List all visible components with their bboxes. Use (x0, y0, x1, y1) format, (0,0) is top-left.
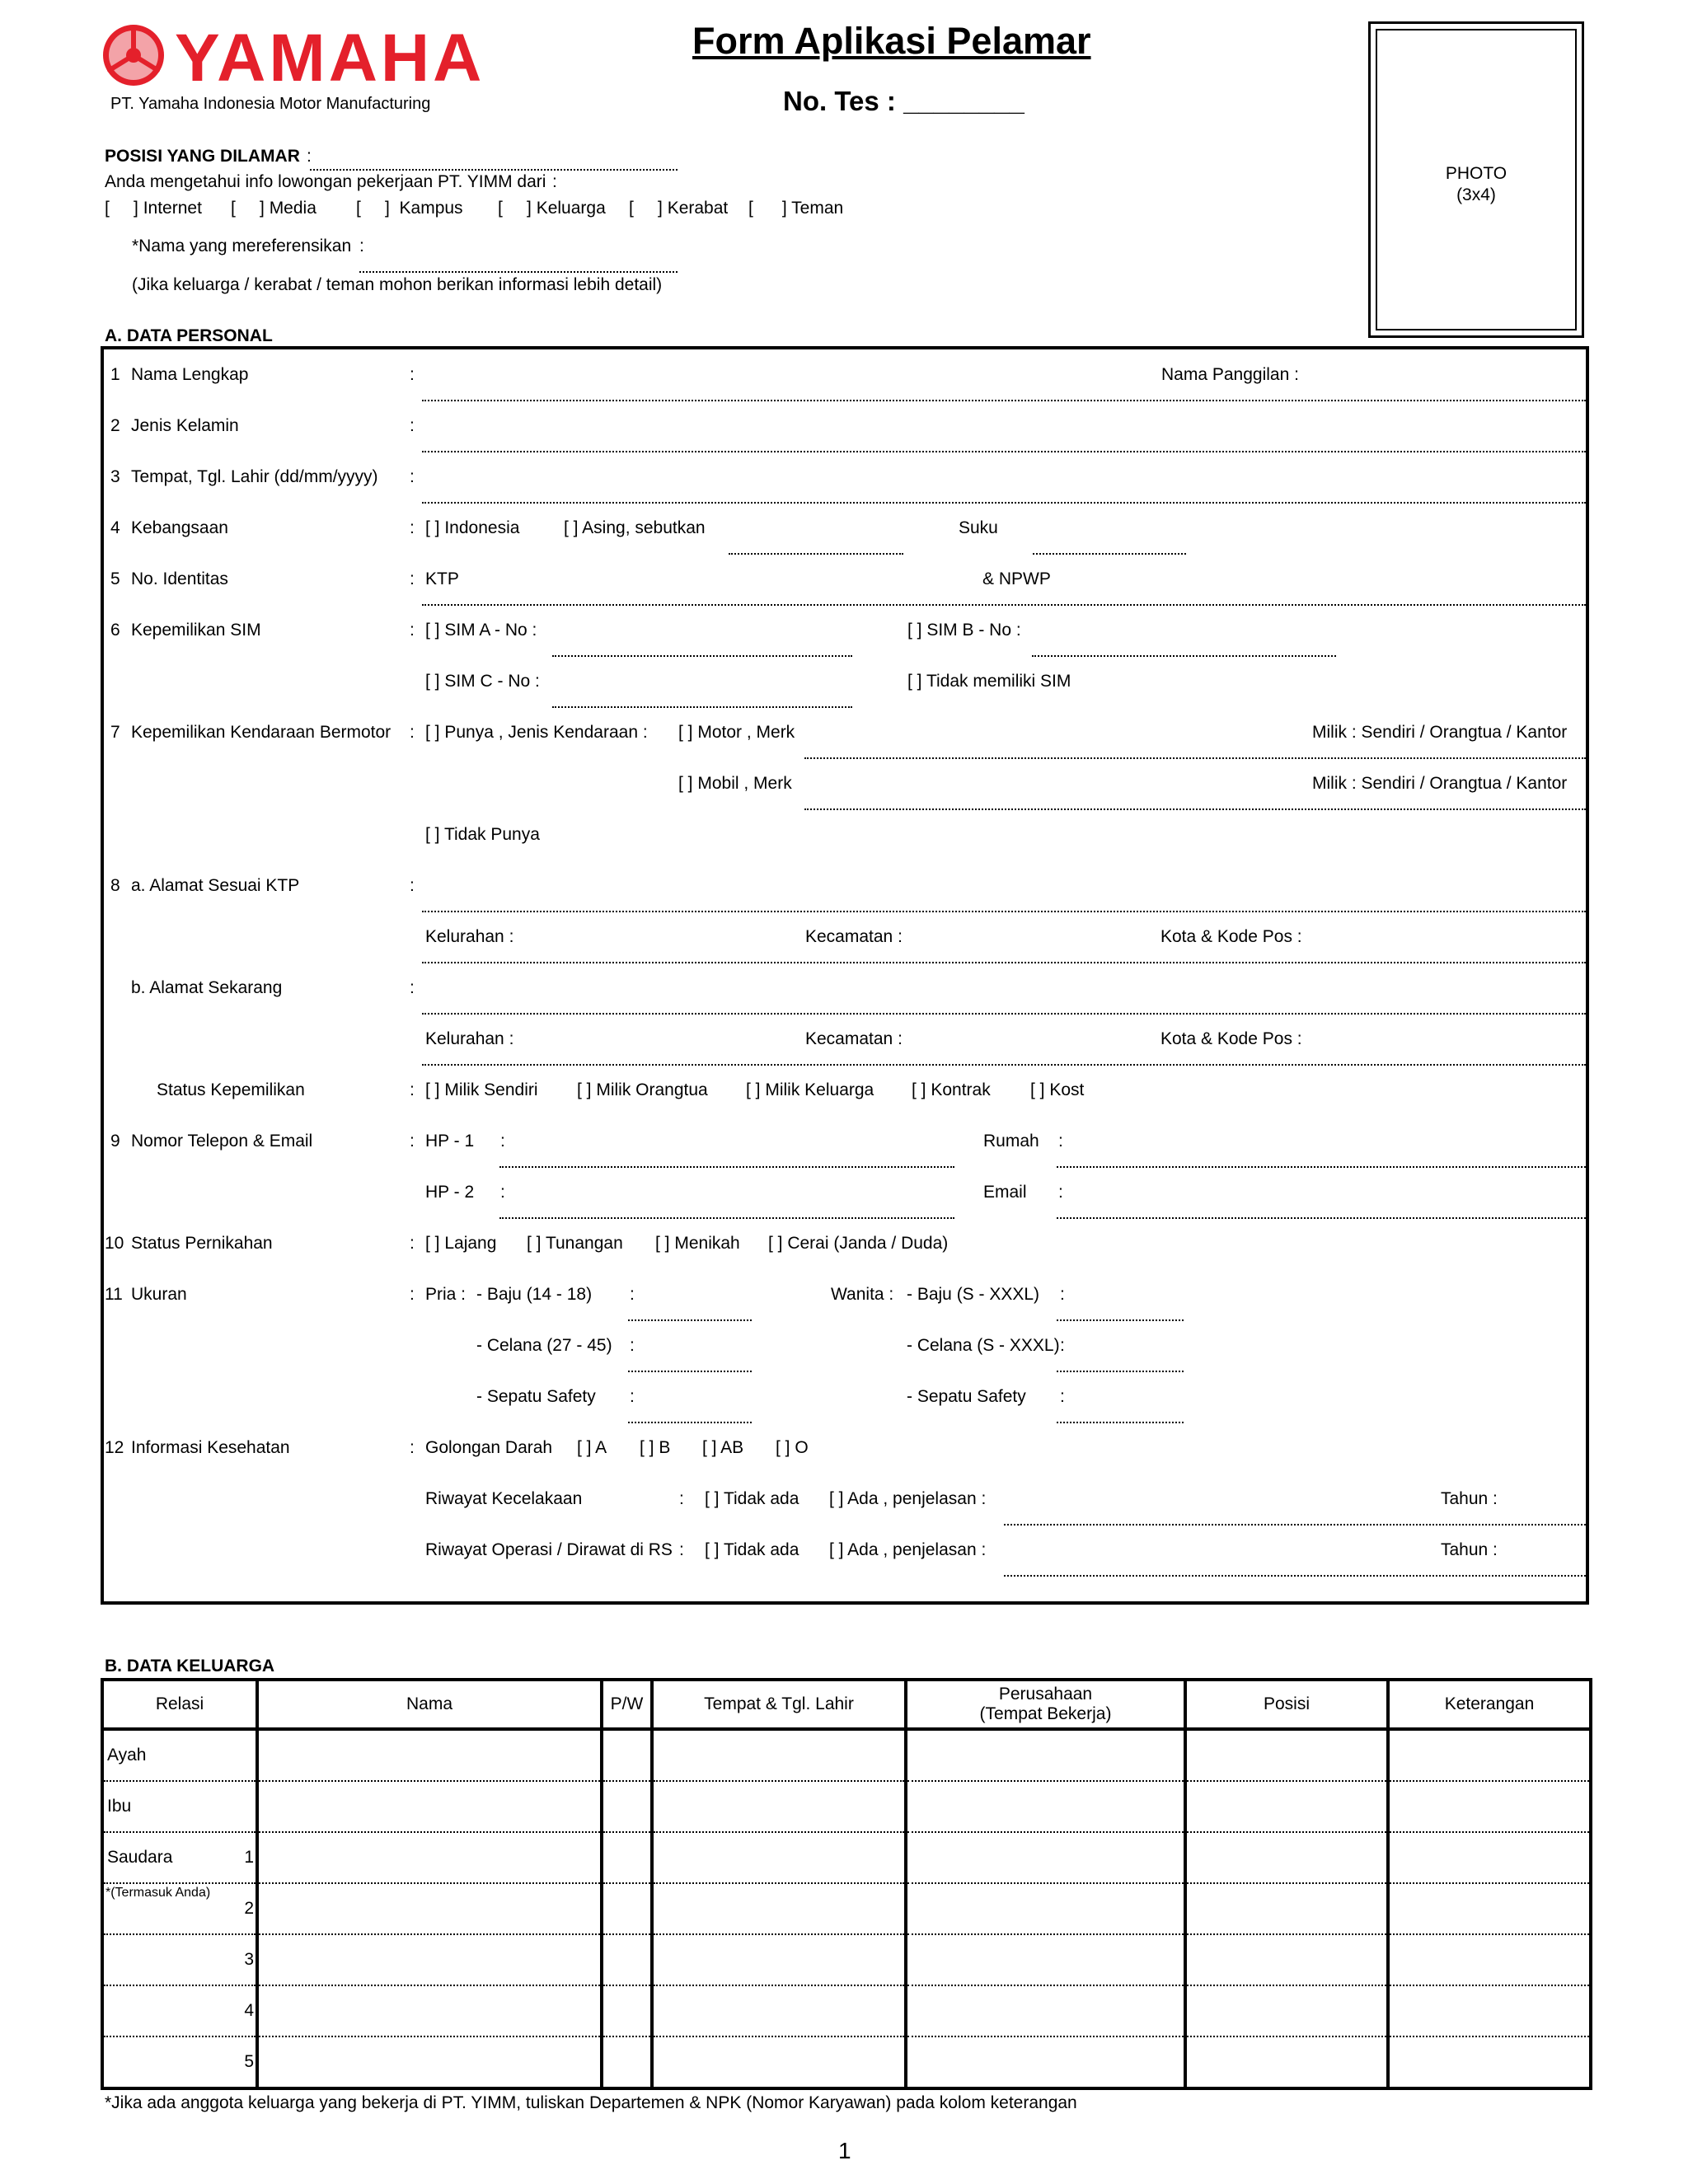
motorcycle-brand-input[interactable] (804, 757, 1586, 759)
car-brand-input[interactable] (804, 808, 1586, 810)
company-cell[interactable] (906, 1781, 1185, 1832)
birth-cell[interactable] (652, 1832, 906, 1883)
photo-size: (3x4) (1456, 185, 1496, 204)
tuning-fork-emblem-icon (101, 22, 166, 88)
married-checkbox[interactable]: [ ] Menikah (655, 1234, 740, 1253)
field-colon: : (410, 621, 415, 640)
vehicle-own-checkbox[interactable]: [ ] Punya , Jenis Kendaraan : (425, 723, 648, 742)
form-title: Form Aplikasi Pelamar (692, 20, 1091, 62)
ownership-status-label: Status Kepemilikan (157, 1080, 305, 1099)
ktp-address-input[interactable] (422, 911, 1586, 912)
blood-type-label: Golongan Darah (425, 1438, 553, 1457)
company-header-line2: (Tempat Bekerja) (979, 1704, 1112, 1723)
family-data-table (101, 1678, 1592, 2090)
gender-input[interactable] (422, 451, 1586, 452)
field-colon: : (410, 416, 415, 435)
blood-b-checkbox[interactable]: [ ] B (640, 1438, 671, 1457)
sim-c-input[interactable] (552, 706, 852, 708)
ktp-address-label: a. Alamat Sesuai KTP (131, 876, 300, 895)
company-cell[interactable] (906, 1985, 1185, 2036)
identity-label: No. Identitas (131, 569, 228, 588)
nationality-label: Kebangsaan (131, 518, 228, 537)
gender-label: Jenis Kelamin (131, 416, 239, 435)
nationality-indonesia-checkbox[interactable]: [ ] Indonesia (425, 518, 520, 537)
email-label: Email (983, 1183, 1027, 1202)
npwp-label: & NPWP (982, 569, 1051, 588)
male-shirt-input[interactable] (628, 1319, 752, 1321)
single-checkbox[interactable]: [ ] Lajang (425, 1234, 497, 1253)
notes-cell[interactable] (1388, 1781, 1591, 1832)
ktp-address-detail-input[interactable] (422, 962, 1586, 963)
referrer-label: *Nama yang mereferensikan (132, 237, 352, 255)
table-row (102, 1985, 1591, 2036)
birth-cell[interactable] (652, 1934, 906, 1985)
notes-cell[interactable] (1388, 1985, 1591, 2036)
column-header-position: Posisi (1185, 1680, 1388, 1729)
referrer-colon: : (359, 237, 364, 255)
notes-cell[interactable] (1388, 1883, 1591, 1934)
own-parents-checkbox[interactable]: [ ] Milik Orangtua (577, 1080, 708, 1099)
table-row (102, 2036, 1591, 2088)
sibling-number: 4 (244, 2001, 254, 2020)
field-colon: : (1058, 1132, 1063, 1151)
marital-status-label: Status Pernikahan (131, 1234, 273, 1253)
birth-cell[interactable] (652, 1781, 906, 1832)
gender-cell[interactable] (602, 2036, 652, 2088)
motorcycle-ownership: Milik : Sendiri / Orangtua / Kantor (1312, 723, 1568, 742)
field-colon: : (500, 1132, 505, 1151)
source-option-media[interactable]: [ ] Media (231, 199, 316, 218)
page-number: 1 (838, 2138, 851, 2163)
table-row (102, 1781, 1591, 1832)
year-label: Tahun : (1441, 1540, 1498, 1559)
sibling-number: 2 (244, 1899, 254, 1918)
accident-history-label: Riwayat Kecelakaan (425, 1489, 583, 1508)
source-option-internet[interactable]: [ ] Internet (105, 199, 202, 218)
sibling-number: 3 (244, 1950, 254, 1969)
row-number: 5 (110, 569, 120, 588)
birth-place-date-label: Tempat, Tgl. Lahir (dd/mm/yyyy) (131, 467, 378, 486)
field-colon: : (410, 1438, 415, 1457)
accident-none-checkbox[interactable]: [ ] Tidak ada (705, 1489, 799, 1508)
engaged-checkbox[interactable]: [ ] Tunangan (527, 1234, 623, 1253)
city-postal-label: Kota & Kode Pos : (1160, 927, 1302, 946)
row-number: 9 (110, 1132, 120, 1151)
field-colon: : (679, 1540, 684, 1559)
personal-data-box (101, 346, 1589, 1605)
test-number: No. Tes : ________ (783, 86, 1025, 116)
row-number: 10 (105, 1234, 124, 1253)
position-cell[interactable] (1185, 1934, 1388, 1985)
name-cell[interactable] (257, 2036, 602, 2088)
surgery-yes-checkbox[interactable]: [ ] Ada , penjelasan : (829, 1540, 987, 1559)
company-cell[interactable] (906, 1934, 1185, 1985)
sim-a-checkbox[interactable]: [ ] SIM A - No : (425, 621, 537, 640)
position-cell[interactable] (1185, 1985, 1388, 2036)
name-cell[interactable] (257, 1832, 602, 1883)
row-number: 12 (105, 1438, 124, 1457)
relation-cell (102, 1832, 257, 1883)
gender-cell[interactable] (602, 1729, 652, 1781)
hp2-label: HP - 2 (425, 1183, 475, 1202)
female-pants-label: - Celana (S - XXXL) (907, 1336, 1060, 1355)
gender-cell[interactable] (602, 1883, 652, 1934)
name-cell[interactable] (257, 1985, 602, 2036)
position-colon: : (307, 147, 312, 166)
field-colon: : (630, 1336, 635, 1355)
company-header-line1: Perusahaan (998, 1685, 1093, 1704)
table-row (102, 1729, 1591, 1781)
male-shirt-label: - Baju (14 - 18) (476, 1285, 593, 1304)
field-colon: : (410, 569, 415, 588)
gender-cell[interactable] (602, 1934, 652, 1985)
home-phone-input[interactable] (1057, 1166, 1586, 1168)
nationality-foreign-input[interactable] (729, 553, 903, 555)
gender-cell[interactable] (602, 1985, 652, 2036)
relation-cell (102, 1934, 257, 1985)
ethnicity-label: Suku (959, 518, 998, 537)
full-name-label: Nama Lengkap (131, 365, 249, 384)
notes-cell[interactable] (1388, 1934, 1591, 1985)
column-header-company (906, 1680, 1185, 1729)
identity-input[interactable] (422, 604, 1586, 606)
surgery-none-checkbox[interactable]: [ ] Tidak ada (705, 1540, 799, 1559)
no-license-checkbox[interactable]: [ ] Tidak memiliki SIM (907, 672, 1071, 691)
year-label: Tahun : (1441, 1489, 1498, 1508)
car-ownership: Milik : Sendiri / Orangtua / Kantor (1312, 774, 1568, 793)
surgery-explanation-input[interactable] (1004, 1575, 1586, 1577)
photo-box[interactable] (1368, 21, 1584, 338)
blood-ab-checkbox[interactable]: [ ] AB (702, 1438, 744, 1457)
yamaha-wordmark: YAMAHA (175, 21, 485, 96)
relation-label: Saudara (107, 1848, 173, 1867)
company-cell[interactable] (906, 1729, 1185, 1781)
source-label: Internet (143, 199, 202, 218)
size-label: Ukuran (131, 1285, 187, 1304)
health-info-label: Informasi Kesehatan (131, 1438, 290, 1457)
female-shoes-input[interactable] (1057, 1422, 1184, 1423)
field-colon: : (1060, 1336, 1065, 1355)
field-colon: : (410, 978, 415, 997)
field-colon: : (630, 1387, 635, 1406)
notes-cell[interactable] (1388, 1729, 1591, 1781)
sibling-number: 5 (244, 2052, 254, 2071)
row-number: 8 (110, 876, 120, 895)
phone-email-label: Nomor Telepon & Email (131, 1132, 313, 1151)
car-checkbox[interactable]: [ ] Mobil , Merk (678, 774, 792, 793)
field-colon: : (410, 1285, 415, 1304)
row-number: 6 (110, 621, 120, 640)
accident-explanation-input[interactable] (1004, 1524, 1586, 1526)
family-footnote: *Jika ada anggota keluarga yang bekerja di PT. YIMM, tuliskan Departemen & NPK (Nomor Karyawan) pada kolom keterangan (105, 2093, 1077, 2112)
relation-cell (102, 1985, 257, 2036)
source-option-keluarga[interactable]: [ ] Keluarga (498, 199, 606, 218)
position-input[interactable] (310, 169, 678, 171)
field-colon: : (410, 467, 415, 486)
source-option-kerabat[interactable]: [ ] Kerabat (629, 199, 729, 218)
female-label: Wanita : (831, 1285, 894, 1304)
referrer-input[interactable] (359, 271, 678, 273)
field-colon: : (630, 1285, 635, 1304)
position-cell[interactable] (1185, 1832, 1388, 1883)
table-row (102, 1883, 1591, 1934)
male-shoes-label: - Sepatu Safety (476, 1387, 596, 1406)
own-family-checkbox[interactable]: [ ] Milik Keluarga (746, 1080, 874, 1099)
section-a-title: A. DATA PERSONAL (105, 326, 273, 345)
table-row (102, 1934, 1591, 1985)
kecamatan-label: Kecamatan : (805, 1029, 903, 1048)
blood-o-checkbox[interactable]: [ ] O (776, 1438, 809, 1457)
gender-cell[interactable] (602, 1832, 652, 1883)
name-cell[interactable] (257, 1729, 602, 1781)
divorced-checkbox[interactable]: [ ] Cerai (Janda / Duda) (768, 1234, 949, 1253)
hp1-input[interactable] (499, 1166, 954, 1168)
info-source-colon: : (552, 172, 557, 191)
sim-b-input[interactable] (1032, 655, 1336, 657)
ktp-label: KTP (425, 569, 459, 588)
source-label: Teman (791, 199, 844, 218)
female-shirt-input[interactable] (1057, 1319, 1184, 1321)
vehicle-none-checkbox[interactable]: [ ] Tidak Punya (425, 825, 540, 844)
boarding-checkbox[interactable]: [ ] Kost (1030, 1080, 1085, 1099)
column-header-relasi: Relasi (102, 1680, 257, 1729)
birth-cell[interactable] (652, 2036, 906, 2088)
company-cell[interactable] (906, 1832, 1185, 1883)
including-you-note: *(Termasuk Anda) (106, 1886, 211, 1900)
field-colon: : (1060, 1387, 1065, 1406)
sim-c-checkbox[interactable]: [ ] SIM C - No : (425, 672, 540, 691)
position-label: POSISI YANG DILAMAR (105, 147, 300, 166)
hp1-label: HP - 1 (425, 1132, 475, 1151)
row-number: 2 (110, 416, 120, 435)
relation-cell (102, 1883, 257, 1934)
sim-b-checkbox[interactable]: [ ] SIM B - No : (907, 621, 1021, 640)
sibling-number: 1 (244, 1848, 254, 1867)
city-postal-label: Kota & Kode Pos : (1160, 1029, 1302, 1048)
column-header-nama: Nama (257, 1680, 602, 1729)
position-cell[interactable] (1185, 2036, 1388, 2088)
full-name-input[interactable] (422, 400, 1586, 401)
source-label: Kerabat (667, 199, 729, 218)
current-address-input[interactable] (422, 1013, 1586, 1015)
company-cell[interactable] (906, 2036, 1185, 2088)
field-colon: : (410, 365, 415, 384)
source-label: Kampus (399, 199, 463, 218)
referrer-note: (Jika keluarga / kerabat / teman mohon berikan informasi lebih detail) (132, 275, 663, 294)
surgery-history-label: Riwayat Operasi / Dirawat di RS (425, 1540, 673, 1559)
field-colon: : (410, 1132, 415, 1151)
home-phone-label: Rumah (983, 1132, 1039, 1151)
name-cell[interactable] (257, 1934, 602, 1985)
accident-yes-checkbox[interactable]: [ ] Ada , penjelasan : (829, 1489, 987, 1508)
license-label: Kepemilikan SIM (131, 621, 261, 640)
nationality-foreign-checkbox[interactable]: [ ] Asing, sebutkan (564, 518, 706, 537)
field-colon: : (410, 1080, 415, 1099)
info-source-question: Anda mengetahui info lowongan pekerjaan PT. YIMM dari (105, 172, 546, 191)
current-address-detail-input[interactable] (422, 1064, 1586, 1066)
relation-cell (102, 1781, 257, 1832)
ethnicity-input[interactable] (1033, 553, 1186, 555)
field-colon: : (410, 876, 415, 895)
field-colon: : (410, 723, 415, 742)
current-address-label: b. Alamat Sekarang (131, 978, 283, 997)
vehicle-label: Kepemilikan Kendaraan Bermotor (131, 723, 392, 742)
kelurahan-label: Kelurahan : (425, 927, 514, 946)
male-pants-label: - Celana (27 - 45) (476, 1336, 612, 1355)
birth-cell[interactable] (652, 1729, 906, 1781)
name-cell[interactable] (257, 1883, 602, 1934)
column-header-birth: Tempat & Tgl. Lahir (652, 1680, 906, 1729)
male-pants-input[interactable] (628, 1371, 752, 1372)
photo-label: PHOTO (1445, 164, 1507, 183)
birth-place-date-input[interactable] (422, 502, 1586, 504)
row-number: 11 (105, 1285, 123, 1304)
relation-label: Ayah (107, 1746, 147, 1765)
position-cell[interactable] (1185, 1729, 1388, 1781)
position-cell[interactable] (1185, 1781, 1388, 1832)
company-name: PT. Yamaha Indonesia Motor Manufacturing (110, 95, 431, 113)
relation-cell (102, 1729, 257, 1781)
female-shoes-label: - Sepatu Safety (907, 1387, 1026, 1406)
sim-a-input[interactable] (552, 655, 852, 657)
birth-cell[interactable] (652, 1985, 906, 2036)
field-colon: : (410, 1234, 415, 1253)
field-colon: : (679, 1489, 684, 1508)
name-cell[interactable] (257, 1781, 602, 1832)
birth-cell[interactable] (652, 1883, 906, 1934)
nickname-label: Nama Panggilan : (1161, 365, 1299, 384)
source-label: Media (269, 199, 316, 218)
yamaha-logo (101, 20, 485, 96)
row-number: 7 (110, 723, 120, 742)
female-pants-input[interactable] (1057, 1371, 1184, 1372)
notes-cell[interactable] (1388, 1832, 1591, 1883)
female-shirt-label: - Baju (S - XXXL) (907, 1285, 1040, 1304)
field-colon: : (410, 518, 415, 537)
blood-a-checkbox[interactable]: [ ] A (577, 1438, 607, 1457)
company-cell[interactable] (906, 1883, 1185, 1934)
source-option-teman[interactable]: [ ] Teman (748, 199, 844, 218)
section-b-title: B. DATA KELUARGA (105, 1657, 275, 1675)
row-number: 4 (110, 518, 120, 537)
field-colon: : (500, 1183, 505, 1202)
own-self-checkbox[interactable]: [ ] Milik Sendiri (425, 1080, 538, 1099)
kelurahan-label: Kelurahan : (425, 1029, 514, 1048)
table-header-row (102, 1680, 1591, 1729)
column-header-notes: Keterangan (1388, 1680, 1591, 1729)
relation-label: Ibu (107, 1797, 132, 1816)
email-input[interactable] (1057, 1217, 1586, 1219)
row-number: 1 (110, 365, 120, 384)
gender-cell[interactable] (602, 1781, 652, 1832)
field-colon: : (1058, 1183, 1063, 1202)
position-cell[interactable] (1185, 1883, 1388, 1934)
rent-checkbox[interactable]: [ ] Kontrak (912, 1080, 991, 1099)
table-row (102, 1832, 1591, 1883)
source-label: Keluarga (536, 199, 606, 218)
row-number: 3 (110, 467, 120, 486)
column-header-pw: P/W (602, 1680, 652, 1729)
source-option-kampus[interactable]: [ ] Kampus (356, 199, 463, 218)
notes-cell[interactable] (1388, 2036, 1591, 2088)
motorcycle-checkbox[interactable]: [ ] Motor , Merk (678, 723, 795, 742)
male-shoes-input[interactable] (628, 1422, 752, 1423)
hp2-input[interactable] (499, 1217, 954, 1219)
kecamatan-label: Kecamatan : (805, 927, 903, 946)
relation-cell (102, 2036, 257, 2088)
field-colon: : (1060, 1285, 1065, 1304)
male-label: Pria : (425, 1285, 467, 1304)
